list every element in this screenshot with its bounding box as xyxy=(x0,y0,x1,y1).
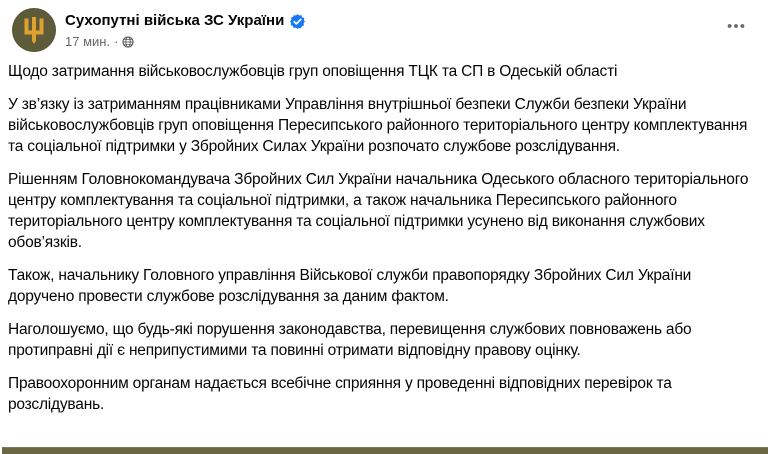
post-paragraph: Рішенням Головнокомандувача Збройних Сил України начальника Одеського обласного територіального центру комплектування та соціальної підтримки, а також начальника Пересипського районного територіального центру комплектування та соціальної підтримки усунено від виконання службових обов’язків. xyxy=(8,171,749,251)
post-paragraph: Також, начальнику Головного управління Військової служби правопорядку Збройних Сил України доручено провести службове розслідування за даним фактом. xyxy=(8,267,692,305)
page-avatar[interactable] xyxy=(12,8,56,52)
more-options-button[interactable] xyxy=(720,16,752,40)
post-header-text xyxy=(65,8,750,50)
more-options-icon xyxy=(725,15,747,42)
page-name-link[interactable]: Сухопутні війська ЗС України xyxy=(65,12,285,29)
post-header xyxy=(0,0,768,52)
post-timestamp[interactable]: 17 мин. xyxy=(65,34,111,49)
globe-icon xyxy=(122,36,134,48)
trident-icon xyxy=(22,17,46,44)
post-paragraph: Правоохоронним органам надається всебічне сприяння у проведенні відповідних перевірок та розслідувань. xyxy=(8,375,672,413)
verified-badge-icon xyxy=(290,14,305,29)
attached-image-top-edge[interactable] xyxy=(2,447,768,454)
post-meta-row xyxy=(65,33,750,50)
post-paragraph: Наголошуємо, що будь-які порушення законодавства, перевищення службових повноважень або протиправні дії є неприпустимими та повинні отримати відповідну правову оцінку. xyxy=(8,321,692,359)
post-body xyxy=(0,52,768,415)
meta-separator: · xyxy=(114,34,119,49)
post-paragraph: У зв’язку із затриманням працівниками Управління внутрішньої безпеки Служби безпеки України військовослужбовців груп оповіщення Пересипського районного територіального центру комплектування та соціальної підтримки у Збройних Силах України розпочато службове розслідування. xyxy=(8,96,748,155)
post-paragraph: Щодо затримання військовослужбовців груп оповіщення ТЦК та СП в Одеській області xyxy=(8,63,618,80)
